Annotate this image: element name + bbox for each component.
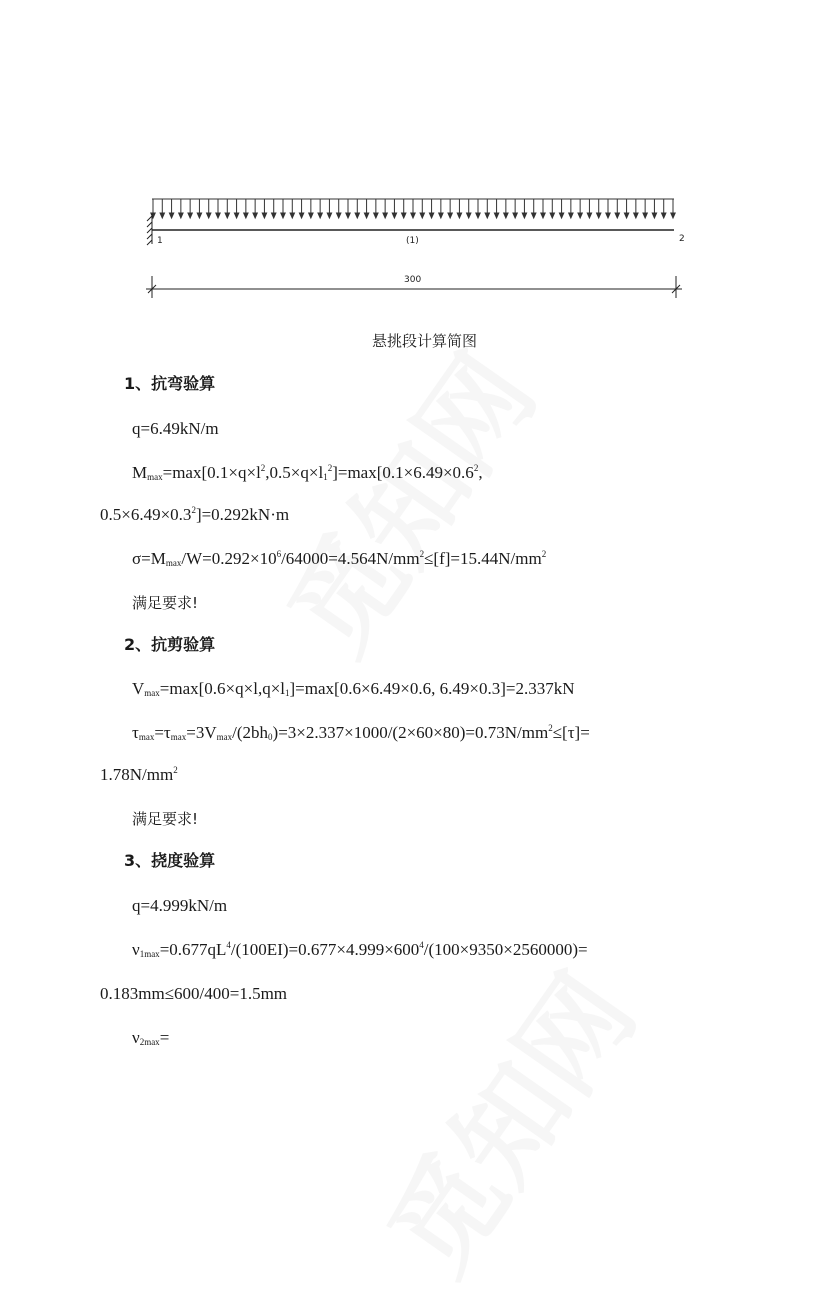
load-arrow-head (364, 213, 368, 218)
load-arrow-head (402, 213, 406, 218)
load-arrow-head (234, 213, 238, 218)
load-arrow-head (383, 213, 387, 218)
load-arrow-head (207, 213, 211, 218)
load-arrow-head (216, 213, 220, 218)
beam-diagram (0, 0, 830, 320)
load-arrow-head (318, 213, 322, 218)
load-arrow-head (597, 213, 601, 218)
section-1-heading: 1、抗弯验算 (124, 374, 216, 393)
load-arrow-head (522, 213, 526, 218)
load-arrow-head (541, 213, 545, 218)
section-3-heading: 3、挠度验算 (124, 851, 216, 870)
load-arrow-head (374, 213, 378, 218)
load-arrow-head (327, 213, 331, 218)
load-arrow-head (634, 213, 638, 218)
node-label-2: 2 (679, 234, 685, 244)
s2-conclusion: 满足要求! (132, 810, 199, 828)
load-arrow-head (662, 213, 666, 218)
distributed-load-arrows (151, 199, 675, 218)
load-arrow-head (494, 213, 498, 218)
load-arrow-head (169, 213, 173, 218)
watermark-bottom (346, 939, 665, 1299)
load-arrow-head (272, 213, 276, 218)
s1-stress-formula: $\sigma=M_{max}/W=0.292\times 10^6/64000=4.564N/mm^2\le[f]=15.44N/mm^2$ (132, 549, 547, 568)
load-arrow-head (643, 213, 647, 218)
load-arrow-head (411, 213, 415, 218)
node-label-1: 1 (157, 236, 163, 246)
s2-tau-result: $1.78N/mm^2$ (100, 765, 178, 784)
load-arrow-head (225, 213, 229, 218)
load-arrow-head (281, 213, 285, 218)
s1-moment-result: $0.5\times 6.49\times 0.3^2]=0.292kN\cdot m$ (100, 505, 290, 524)
fixed-support (147, 214, 152, 245)
load-arrow-head (569, 213, 573, 218)
load-arrow-head (290, 213, 294, 218)
s3-deflection-2: $\nu_{2max}=$ (132, 1028, 170, 1047)
s3-deflection-result: 0.183mm≤600/400=1.5mm (100, 984, 288, 1003)
s1-moment-formula: $M_{max}=\max[0.1\times q\times l^2,0.5\times q\times l_1^2]=\max[0.1\times 6.49\times 0.6^2$, (132, 463, 483, 482)
diagram-caption: 悬挑段计算简图 (372, 332, 478, 350)
load-arrow-head (606, 213, 610, 218)
load-arrow-head (309, 213, 313, 218)
load-arrow-head (429, 213, 433, 218)
s2-tau-formula: $\tau_{max}=\tau_{max}=3V_{max}/(2bh_0)=3\times 2.337\times 1000/(2\times 60\times 80)=0.73N/mm^2\le[\tau]=$ (132, 723, 590, 742)
s2-shear-formula: $V_{max}=\max[0.6\times q\times l,q\times l_1]=\max[0.6\times 6.49\times 0.6$, 6.49×0.3]=2.337kN (132, 679, 575, 698)
s3-deflection-formula: $\nu_{1max}=0.677qL^4/(100EI)=0.677\times 4.999\times 600^4/(100\times 9350\times 2560000)=$ (132, 940, 588, 959)
load-arrow-head (578, 213, 582, 218)
s1-conclusion: 满足要求! (132, 594, 199, 612)
load-arrow-head (550, 213, 554, 218)
load-arrow-head (615, 213, 619, 218)
load-arrow-head (355, 213, 359, 218)
load-arrow-head (671, 213, 675, 218)
dimension-label: 300 (404, 275, 422, 285)
load-arrow-head (346, 213, 350, 218)
load-arrow-head (485, 213, 489, 218)
s3-load: q=4.999kN/m (132, 896, 228, 915)
load-arrow-head (392, 213, 396, 218)
watermark (246, 319, 565, 680)
load-arrow-head (587, 213, 591, 218)
load-arrow-head (439, 213, 443, 218)
load-arrow-head (559, 213, 563, 218)
s1-load: q=6.49kN/m (132, 419, 219, 438)
element-label: (1) (406, 236, 419, 246)
load-arrow-head (532, 213, 536, 218)
load-arrow-head (188, 213, 192, 218)
load-arrow-head (467, 213, 471, 218)
load-arrow-head (652, 213, 656, 218)
load-arrow-head (457, 213, 461, 218)
load-arrow-head (337, 213, 341, 218)
load-arrow-head (299, 213, 303, 218)
load-arrow-head (253, 213, 257, 218)
load-arrow-head (244, 213, 248, 218)
load-arrow-head (151, 213, 155, 218)
load-arrow-head (504, 213, 508, 218)
section-2-heading: 2、抗剪验算 (124, 635, 216, 654)
load-arrow-head (448, 213, 452, 218)
load-arrow-head (179, 213, 183, 218)
load-arrow-head (262, 213, 266, 218)
load-arrow-head (513, 213, 517, 218)
load-arrow-head (160, 213, 164, 218)
load-arrow-head (197, 213, 201, 218)
load-arrow-head (624, 213, 628, 218)
load-arrow-head (420, 213, 424, 218)
load-arrow-head (476, 213, 480, 218)
